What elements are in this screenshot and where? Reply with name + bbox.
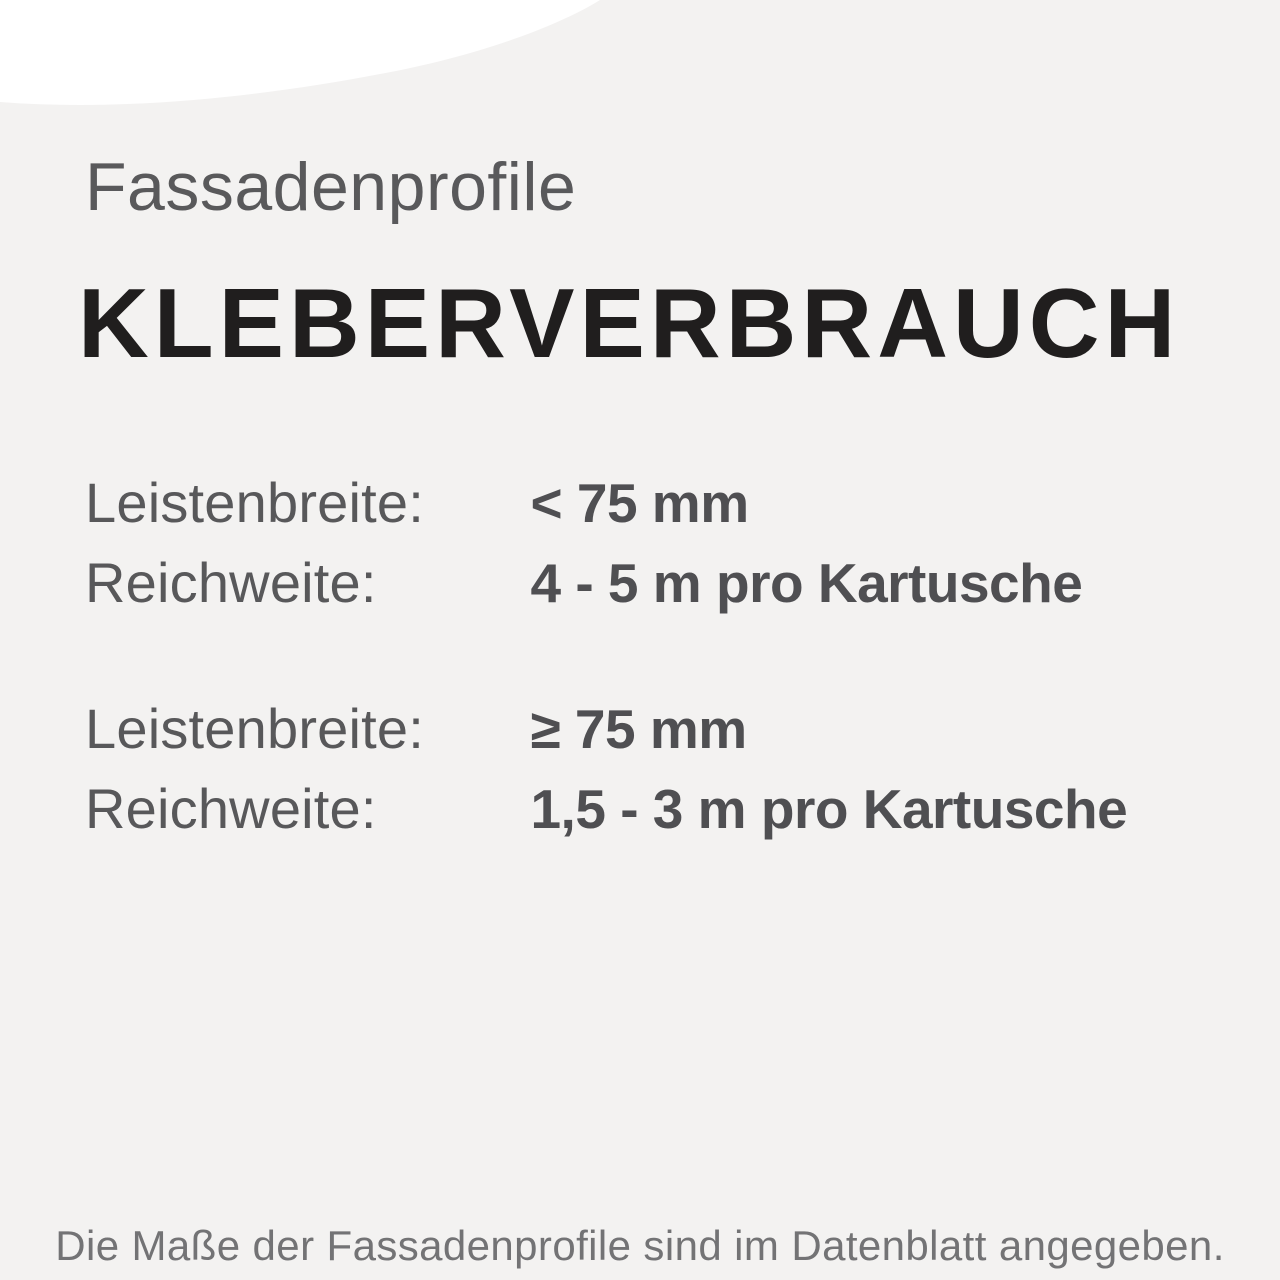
category-heading: Fassadenprofile — [85, 149, 577, 225]
spec-label-leistenbreite: Leistenbreite: — [85, 697, 425, 760]
spec-row — [85, 689, 1127, 769]
spec-label-reichweite: Reichweite: — [85, 777, 377, 840]
spec-group-narrow-profiles — [85, 463, 1082, 623]
footer-note: Die Maße der Fassadenprofile sind im Datenblatt angegeben. — [55, 1222, 1225, 1269]
spec-row — [85, 463, 1082, 543]
spec-value-leistenbreite: ≥ 75 mm — [530, 698, 747, 760]
spec-value-reichweite: 4 - 5 m pro Kartusche — [530, 552, 1083, 614]
spec-label-reichweite: Reichweite: — [85, 551, 377, 614]
spec-group-wide-profiles — [85, 689, 1127, 849]
spec-row — [85, 543, 1082, 623]
spec-value-leistenbreite: < 75 mm — [530, 472, 749, 534]
spec-value-reichweite: 1,5 - 3 m pro Kartusche — [530, 778, 1128, 840]
page-title: KLEBERVERBRAUCH — [78, 268, 1181, 378]
spec-label-leistenbreite: Leistenbreite: — [85, 471, 425, 534]
wave-shape — [0, 0, 600, 105]
top-wave-decoration — [0, 0, 1280, 130]
spec-row — [85, 769, 1127, 849]
